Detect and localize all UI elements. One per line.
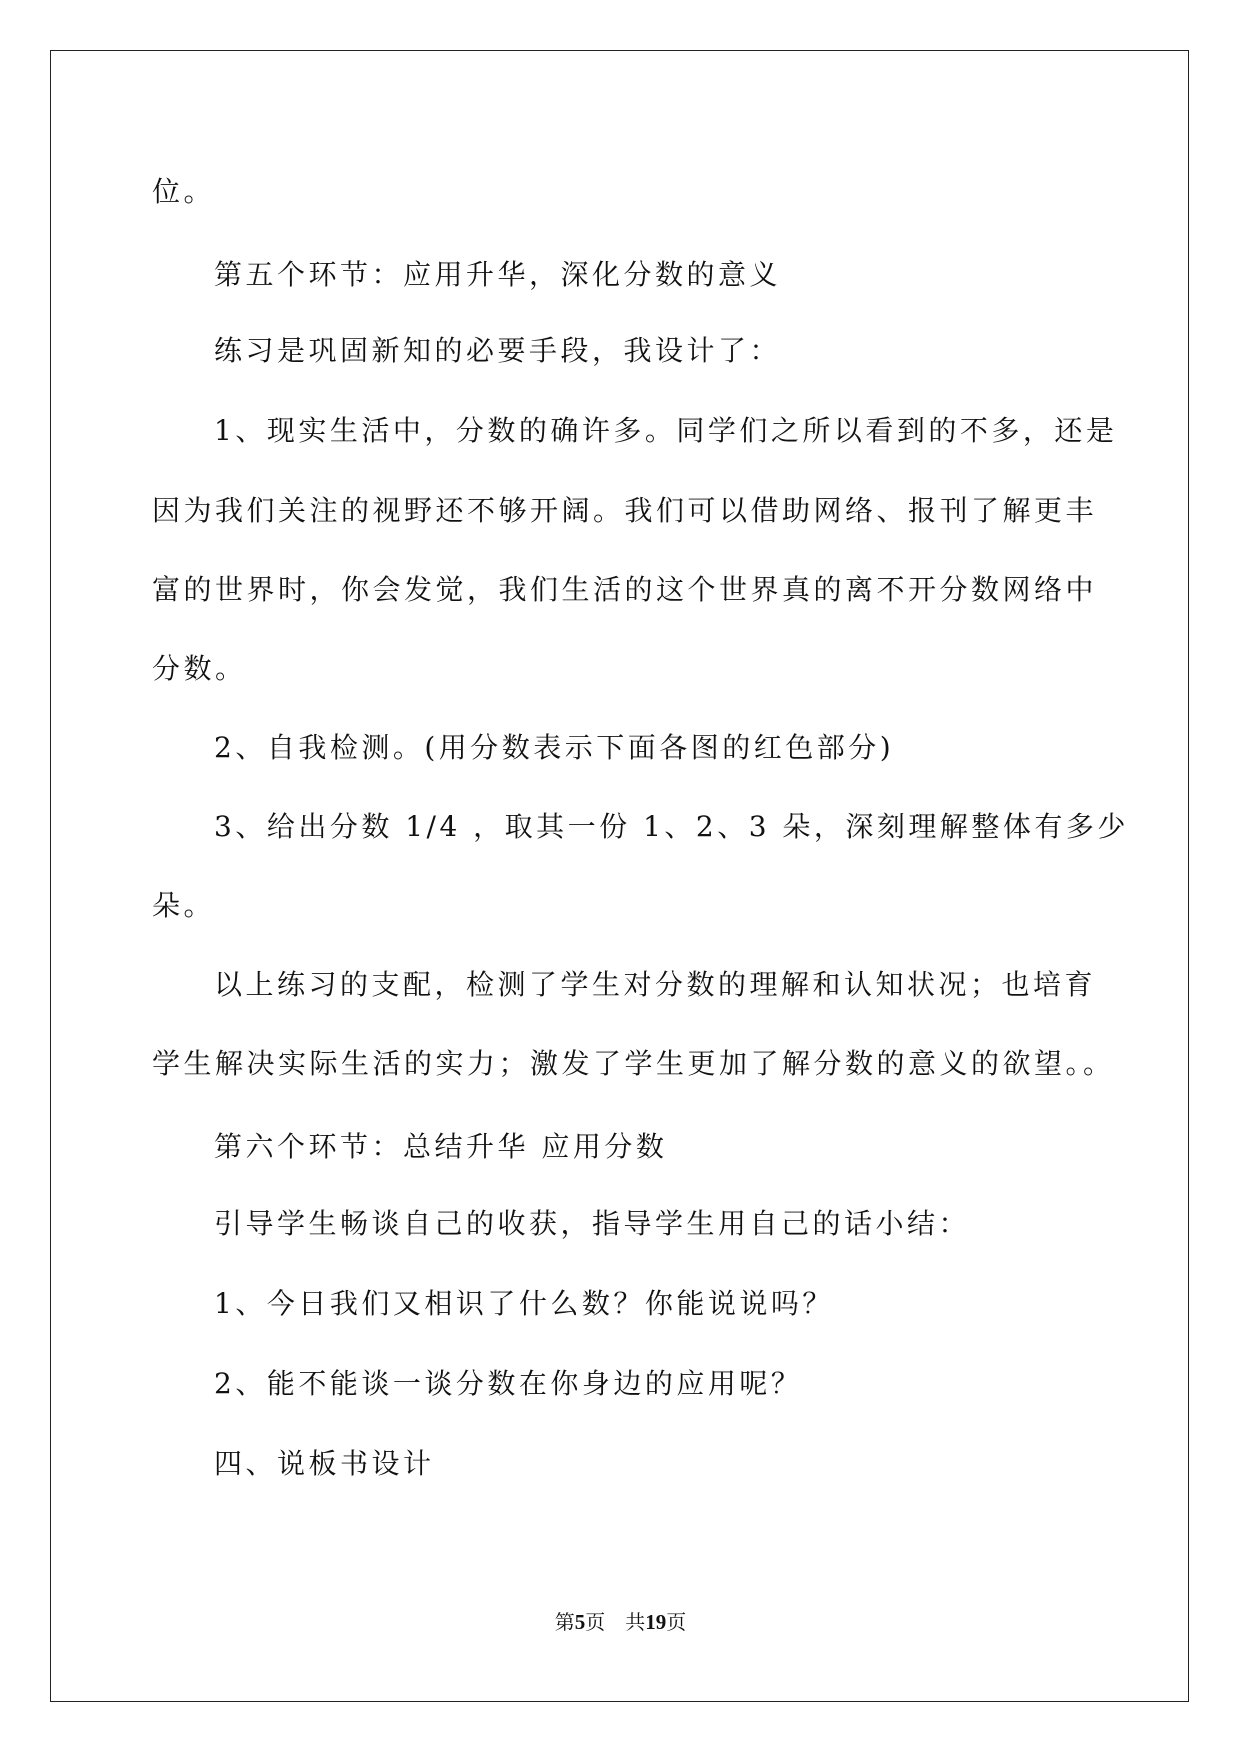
text-line: 2、能不能谈一谈分数在你身边的应用呢？ — [214, 1367, 803, 1400]
text-line: 富的世界时，你会发觉，我们生活的这个世界真的离不开分数网络中 — [152, 573, 1098, 606]
text-line: 分数。 — [152, 652, 247, 685]
text-line: 练习是巩固新知的必要手段，我设计了： — [214, 334, 782, 367]
footer-suffix: 页 — [666, 1610, 687, 1634]
total-page-count: 19 — [645, 1610, 667, 1634]
text-line: 3、给出分数 1/4 ，取其一份 1、2、3 朵，深刻理解整体有多少 — [214, 810, 1129, 843]
page-footer — [0, 1608, 1241, 1636]
text-line: 引导学生畅谈自己的收获，指导学生用自己的话小结： — [214, 1207, 971, 1240]
section-heading: 第五个环节：应用升华，深化分数的意义 — [214, 258, 782, 291]
footer-prefix: 第 — [554, 1610, 575, 1634]
section-heading: 第六个环节：总结升华 应用分数 — [214, 1130, 668, 1163]
section-heading: 四、说板书设计 — [214, 1447, 435, 1480]
text-line: 朵。 — [152, 889, 216, 922]
current-page-number: 5 — [574, 1610, 586, 1634]
text-line: 1、现实生活中，分数的确许多。同学们之所以看到的不多，还是 — [214, 414, 1118, 447]
text-line: 2、自我检测。(用分数表示下面各图的红色部分) — [214, 731, 895, 764]
text-line: 位。 — [152, 175, 216, 208]
text-line: 学生解决实际生活的实力；激发了学生更加了解分数的意义的欲望。。 — [152, 1047, 1115, 1080]
text-line: 因为我们关注的视野还不够开阔。我们可以借助网络、报刊了解更丰 — [152, 494, 1098, 527]
text-line: 以上练习的支配，检测了学生对分数的理解和认知状况；也培育 — [214, 968, 1097, 1001]
text-line: 1、今日我们又相识了什么数？你能说说吗？ — [214, 1287, 834, 1320]
footer-middle: 页 共 — [585, 1610, 646, 1634]
